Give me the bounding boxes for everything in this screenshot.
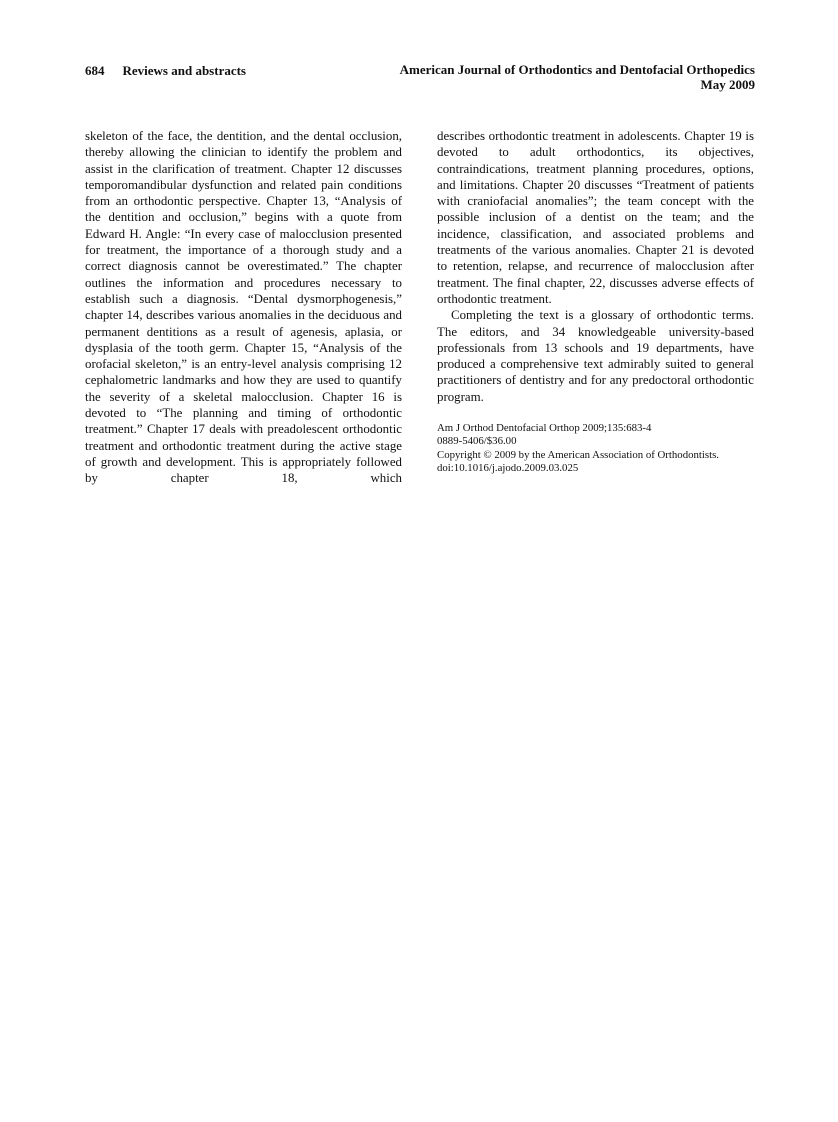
- journal-title: American Journal of Orthodontics and Dentofacial Orthopedics: [399, 62, 755, 77]
- issue-date: May 2009: [700, 77, 755, 92]
- right-column: [437, 128, 754, 487]
- citation-doi: doi:10.1016/j.ajodo.2009.03.025: [437, 462, 579, 475]
- citation-issn-price: 0889-5406/$36.00: [437, 435, 517, 448]
- section-title: Reviews and abstracts: [122, 63, 246, 78]
- article-body: [85, 128, 755, 487]
- citation-reference: Am J Orthod Dentofacial Orthop 2009;135:683-4: [437, 422, 652, 435]
- page-number: 684: [85, 63, 105, 78]
- citation-block: [437, 422, 754, 476]
- running-head-left: [85, 62, 246, 78]
- citation-copyright: Copyright © 2009 by the American Association of Orthodontists.: [437, 448, 719, 461]
- body-paragraph: describes orthodontic treatment in adolescents. Chapter 19 is devoted to adult orthodontics, its objectives, contraindications, treatment planning procedures, options, and limitations. Chapter 20 discusses “Treatment of patients with craniofacial anomalies”; the team concept with the possible inclusion of a dentist on the team; and the incidence, classification, and associated problems and treatments of the various anomalies. Chapter 21 is devoted to retention, relapse, and recurrence of malocclusion after treatment. The final chapter, 22, discusses adverse effects of orthodontic treatment.: [437, 129, 754, 306]
- left-column: [85, 128, 402, 487]
- body-paragraph: Completing the text is a glossary of orthodontic terms. The editors, and 34 knowledgeable university-based professionals from 13 schools and 19 departments, have produced a comprehensive text admirably suited to general practitioners of dentistry and for any predoctoral orthodontic program.: [437, 308, 754, 404]
- body-paragraph: skeleton of the face, the dentition, and the dental occlusion, thereby allowing the clinician to identify the problem and assist in the clarification of treatment. Chapter 12 discusses temporomandibular dysfunction and related pain conditions from an orthodontic perspective. Chapter 13, “Analysis of the dentition and occlusion,” begins with a quote from Edward H. Angle: “In every case of malocclusion presented for treatment, the importance of a thorough study and a correct diagnosis cannot be overestimated.” The chapter outlines the information and procedures necessary to establish such a diagnosis. “Dental dysmorphogenesis,” chapter 14, describes various anomalies in the deciduous and permanent dentitions as a result of agenesis, aplasia, or dysplasia of the tooth germ. Chapter 15, “Analysis of the orofacial skeleton,” is an entry-level analysis comprising 12 cephalometric landmarks and how they are used to quantify the severity of a skeletal malocclusion. Chapter 16 is devoted to “The planning and timing of orthodontic treatment.” Chapter 17 deals with preadolescent orthodontic treatment and orthodontic treatment during the active stage of growth and development. This is appropriately followed by chapter 18, which: [85, 129, 402, 486]
- running-head: [85, 62, 755, 92]
- running-head-right: [400, 62, 755, 92]
